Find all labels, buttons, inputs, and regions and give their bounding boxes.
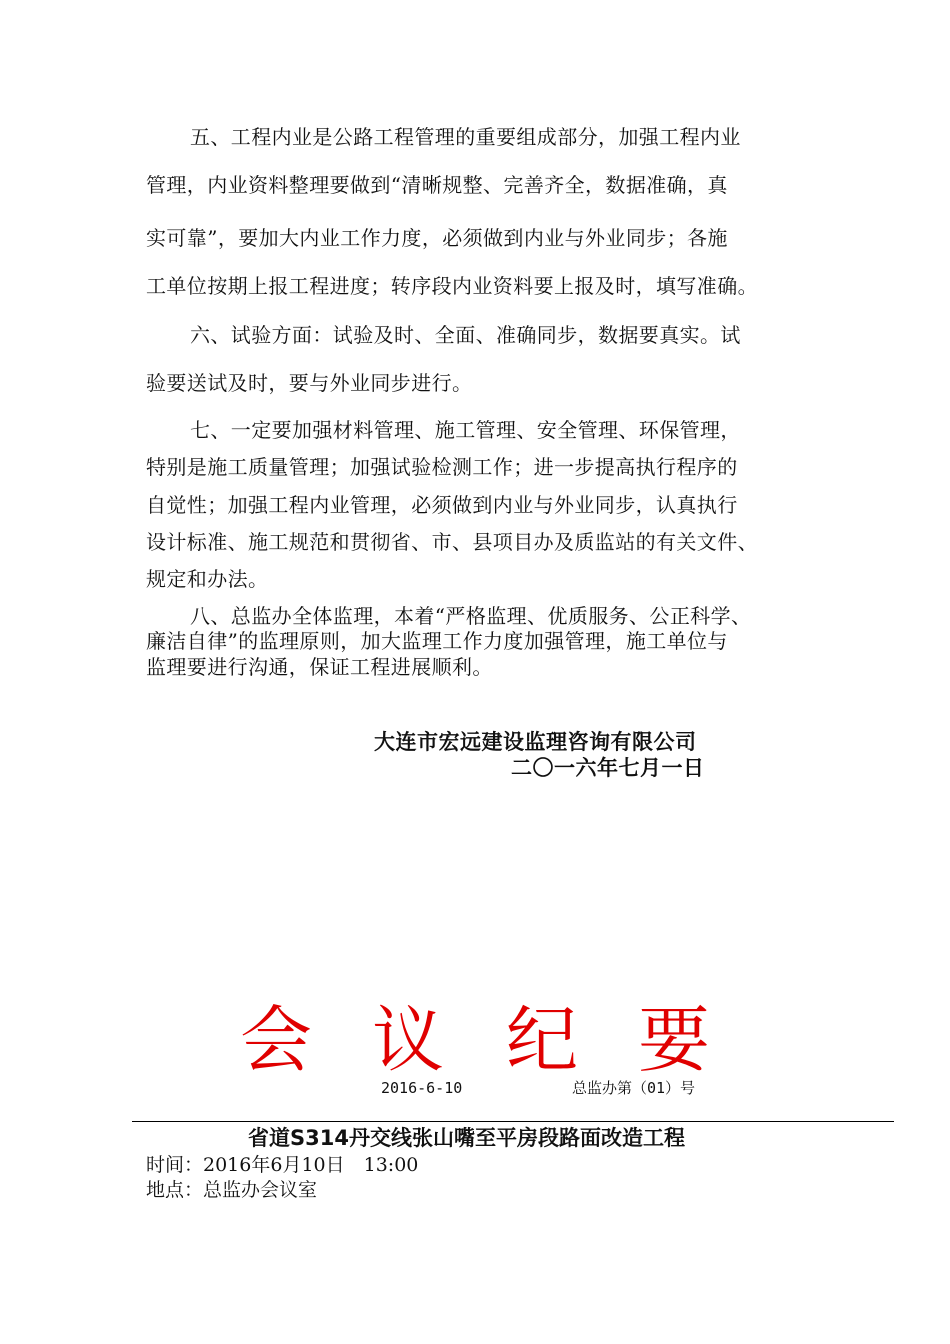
paragraph-line: 验要送试及时，要与外业同步进行。	[146, 371, 473, 395]
paragraph-line: 实可靠”，要加大内业工作力度，必须做到内业与外业同步；各施	[146, 226, 728, 250]
paragraph-line: 自觉性；加强工程内业管理，必须做到内业与外业同步，认真执行	[146, 493, 738, 517]
paragraph-line: 工单位按期上报工程进度；转序段内业资料要上报及时，填写准确。	[146, 274, 758, 298]
minutes-title-char: 会	[240, 998, 313, 1082]
minutes-date: 2016-6-10	[381, 1079, 463, 1097]
paragraph-line: 六、试验方面：试验及时、全面、准确同步，数据要真实。试	[190, 323, 741, 347]
paragraph-line: 五、工程内业是公路工程管理的重要组成部分，加强工程内业	[190, 125, 741, 149]
meeting-time: 时间：2016年6月10日 13:00	[146, 1154, 419, 1176]
paragraph-line: 规定和办法。	[146, 567, 269, 591]
minutes-title-char: 纪	[506, 998, 579, 1082]
paragraph-line: 七、一定要加强材料管理、施工管理、安全管理、环保管理，	[190, 418, 741, 442]
meeting-location: 地点：总监办会议室	[146, 1179, 318, 1201]
project-title: 省道S314丹交线张山嘴至平房段路面改造工程	[248, 1126, 685, 1150]
paragraph-line: 设计标准、施工规范和贯彻省、市、县项目办及质监站的有关文件、	[146, 530, 758, 554]
header-divider	[132, 1121, 894, 1122]
signature-date: 二〇一六年七月一日	[511, 756, 705, 780]
paragraph-line: 廉洁自律”的监理原则，加大监理工作力度加强管理，施工单位与	[146, 629, 728, 653]
paragraph-line: 监理要进行沟通，保证工程进展顺利。	[146, 655, 493, 679]
minutes-title-char: 议	[372, 998, 445, 1082]
paragraph-line: 八、总监办全体监理，本着“严格监理、优质服务、公正科学、	[190, 604, 752, 628]
minutes-number: 总监办第（01）号	[572, 1079, 696, 1097]
minutes-title-char: 要	[638, 998, 711, 1082]
paragraph-line: 管理，内业资料整理要做到“清晰规整、完善齐全，数据准确，真	[146, 173, 728, 197]
signature-company: 大连市宏远建设监理咨询有限公司	[374, 730, 697, 754]
paragraph-line: 特别是施工质量管理；加强试验检测工作；进一步提高执行程序的	[146, 455, 738, 479]
